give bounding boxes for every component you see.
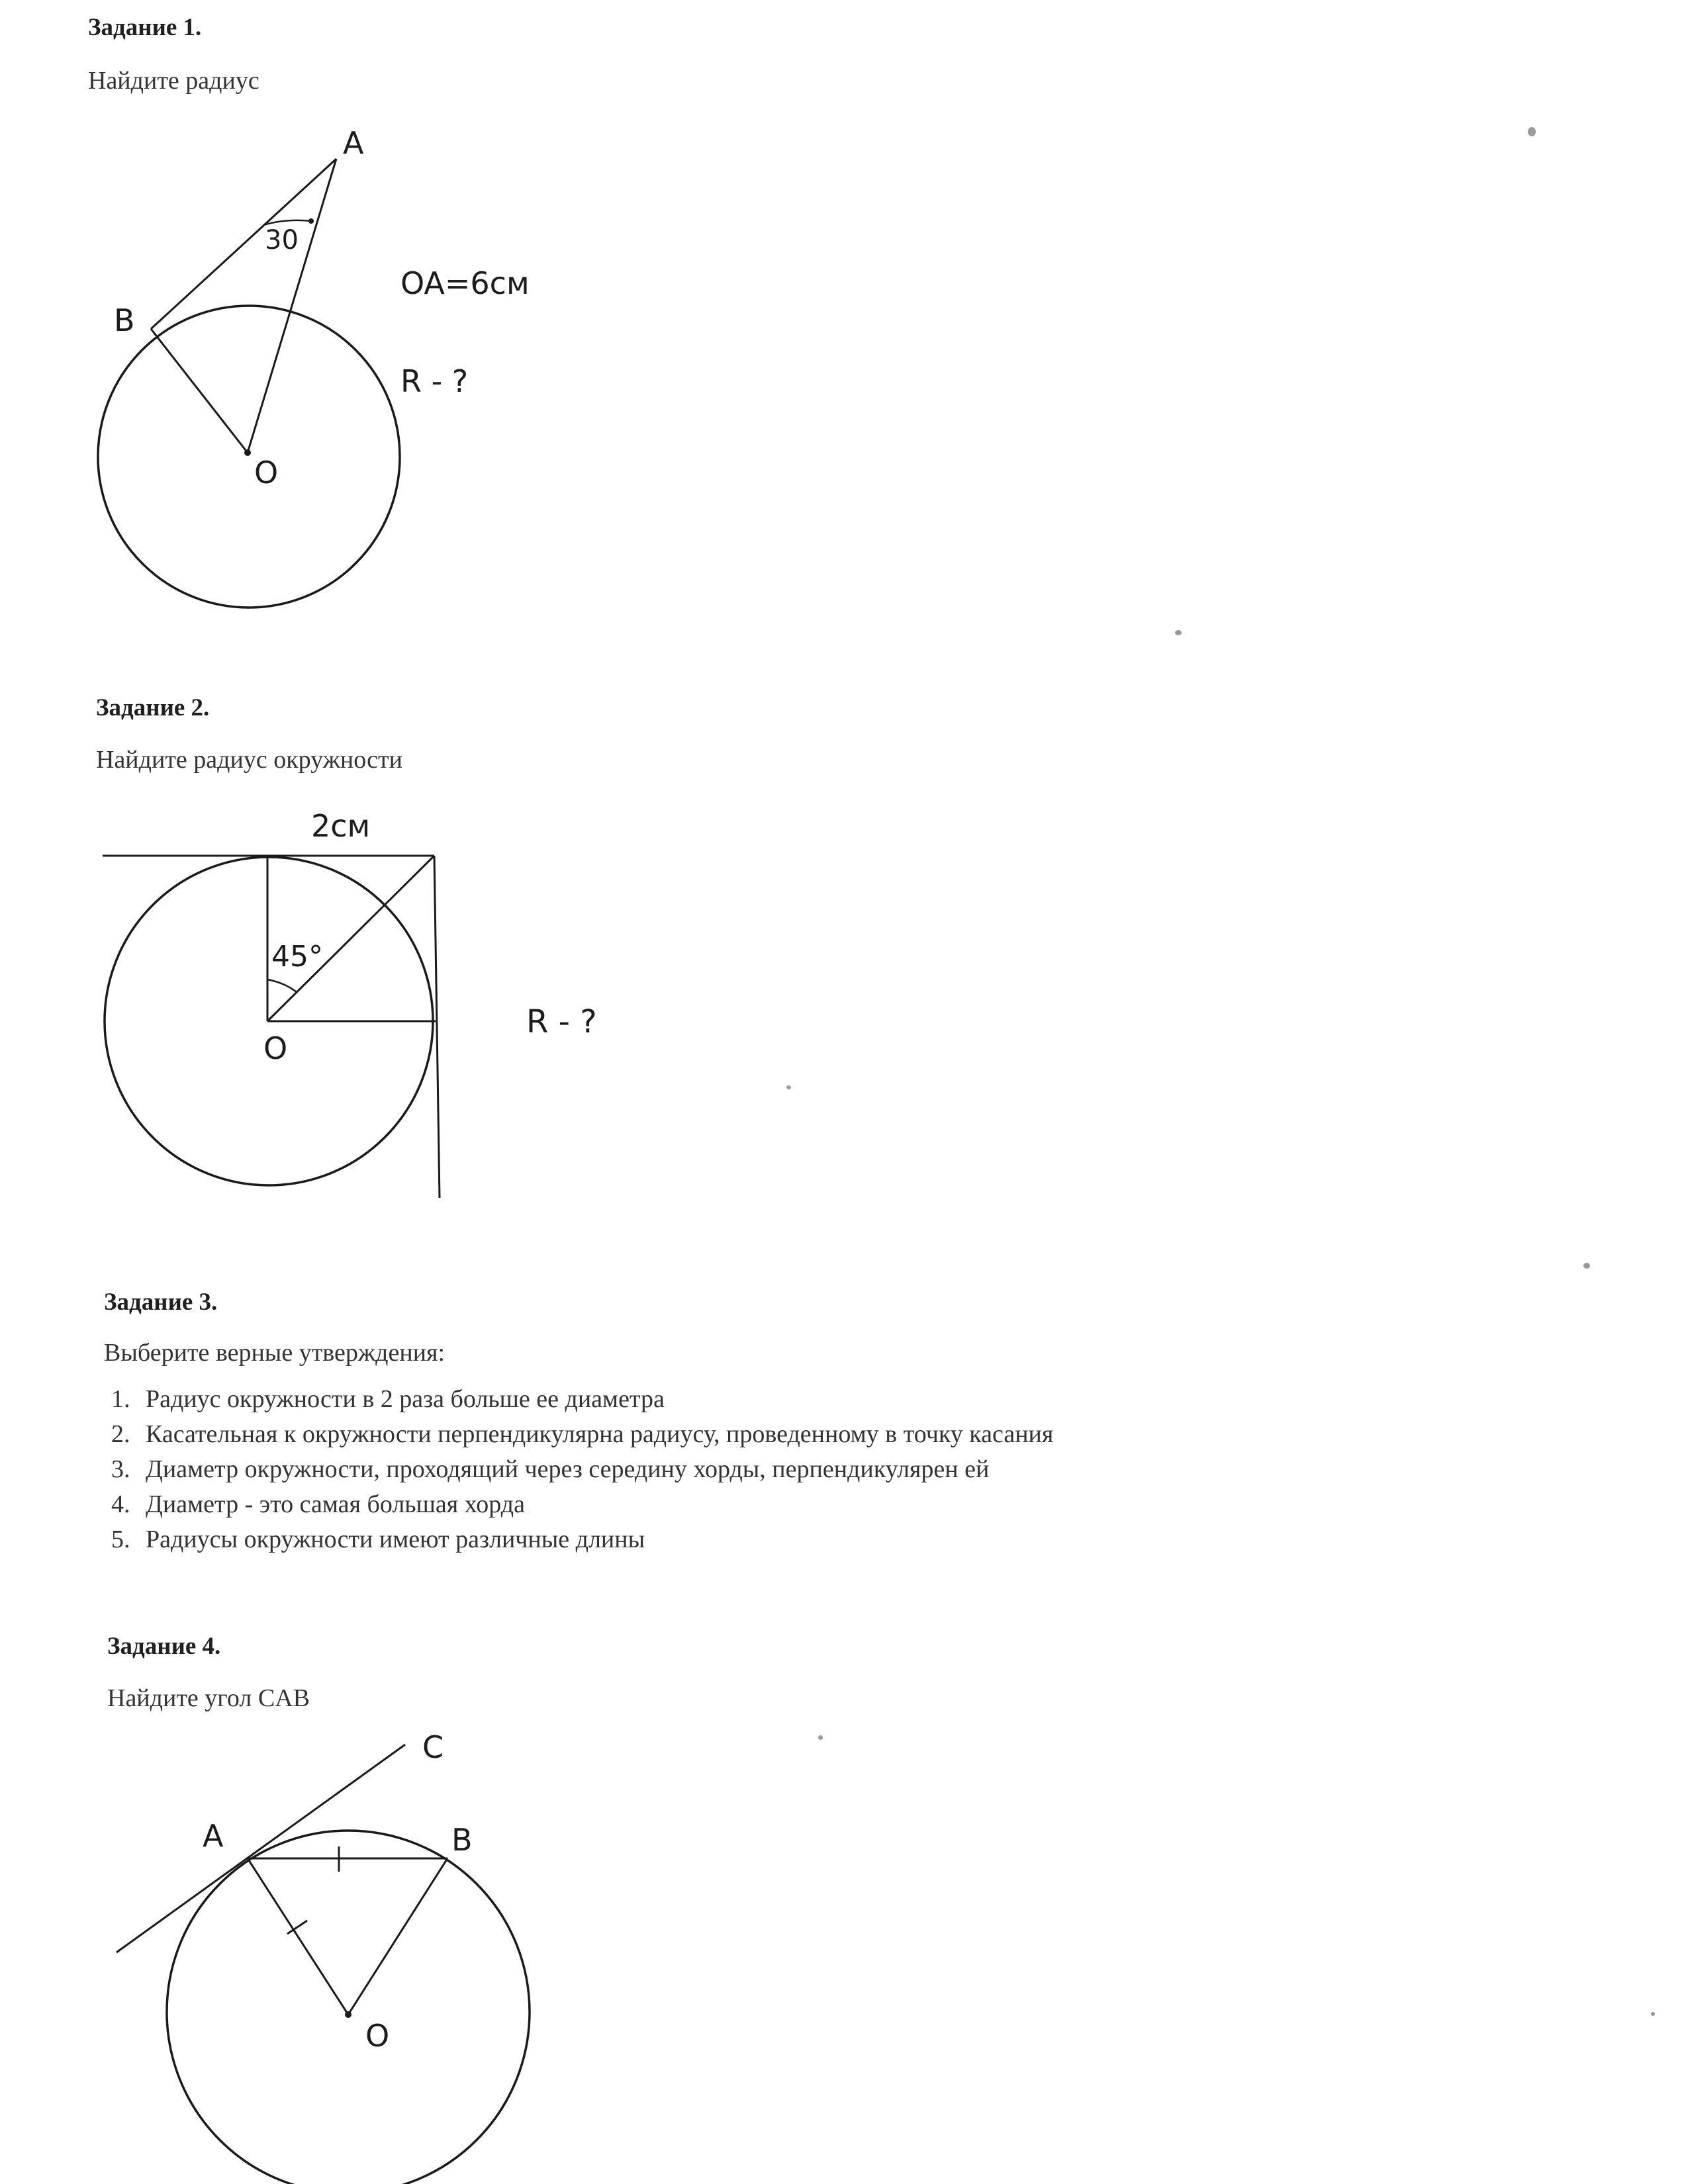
- task4-tick-oa: [287, 1921, 307, 1934]
- task1-figure: [0, 0, 596, 635]
- statement-number: 3.: [111, 1455, 130, 1483]
- scan-speck: [818, 1735, 823, 1740]
- task4-heading: Задание 4.: [107, 1633, 221, 1660]
- task1-angle-label: 30: [265, 225, 299, 255]
- task2-angle-label: 45°: [271, 940, 323, 974]
- task3-statement-3: [111, 1452, 1053, 1487]
- task4-label-b: B: [451, 1822, 473, 1858]
- statement-text: Радиусы окружности имеют различные длины: [146, 1525, 645, 1553]
- task1-label-o: O: [254, 455, 279, 490]
- task1-prompt: Найдите радиус: [88, 67, 259, 95]
- statement-text: Радиус окружности в 2 раза больше ее диаметра: [146, 1385, 665, 1413]
- task1-radius-ob: [151, 329, 248, 453]
- task4-center-dot: [345, 2011, 352, 2018]
- task1-label-a: A: [343, 125, 364, 161]
- task4-figure: [0, 1721, 662, 2184]
- task3-statement-2: [111, 1417, 1053, 1452]
- task3-statement-list: [111, 1382, 1053, 1557]
- scan-speck: [1583, 1263, 1590, 1269]
- task4-tangent-ac: [117, 1745, 405, 1952]
- scan-speck: [1528, 127, 1536, 136]
- statement-number: 2.: [111, 1420, 130, 1448]
- statement-text: Диаметр - это самая большая хорда: [146, 1490, 525, 1518]
- scan-speck: [786, 1085, 791, 1089]
- task2-heading: Задание 2.: [96, 694, 210, 721]
- task3-statement-1: [111, 1382, 1053, 1417]
- task3-statement-4: [111, 1487, 1053, 1522]
- task2-angle-arc: [267, 979, 297, 992]
- task4-label-a: A: [203, 1818, 224, 1854]
- task1-label-b: B: [114, 302, 135, 338]
- task4-label-o: O: [365, 2018, 390, 2054]
- task3-statement-5: [111, 1522, 1053, 1557]
- statement-number: 5.: [111, 1525, 130, 1553]
- task3-prompt: Выберите верные утверждения:: [104, 1339, 445, 1367]
- statement-number: 4.: [111, 1490, 130, 1518]
- task1-question: R - ?: [400, 363, 469, 399]
- statement-number: 1.: [111, 1385, 130, 1413]
- task1-circle: [98, 306, 400, 608]
- task1-angle-dot: [308, 218, 314, 224]
- task2-question: R - ?: [526, 1003, 597, 1040]
- task2-label-o: O: [263, 1030, 288, 1066]
- task2-prompt: Найдите радиус окружности: [96, 746, 402, 774]
- task4-label-c: C: [422, 1729, 444, 1765]
- scan-speck: [1651, 2012, 1655, 2016]
- task1-given: OA=6см: [400, 265, 530, 301]
- task4-prompt: Найдите угол CAB: [107, 1684, 310, 1712]
- task4-radius-ob: [348, 1858, 447, 2015]
- task4-radius-oa: [248, 1858, 348, 2015]
- task3-heading: Задание 3.: [104, 1289, 218, 1316]
- task2-length-label: 2см: [311, 808, 371, 844]
- task2-tangent-right: [434, 856, 440, 1198]
- task1-heading: Задание 1.: [88, 14, 202, 41]
- scan-speck: [1175, 630, 1182, 635]
- task1-tangent-ab: [151, 159, 336, 329]
- statement-text: Касательная к окружности перпендикулярна радиусу, проведенному в точку касания: [146, 1420, 1054, 1448]
- task2-figure: [0, 781, 662, 1205]
- task1-center-dot: [244, 449, 251, 456]
- task1-angle-arc: [263, 220, 311, 225]
- task4-circle: [167, 1831, 530, 2184]
- statement-text: Диаметр окружности, проходящий через середину хорды, перпендикулярен ей: [146, 1455, 990, 1483]
